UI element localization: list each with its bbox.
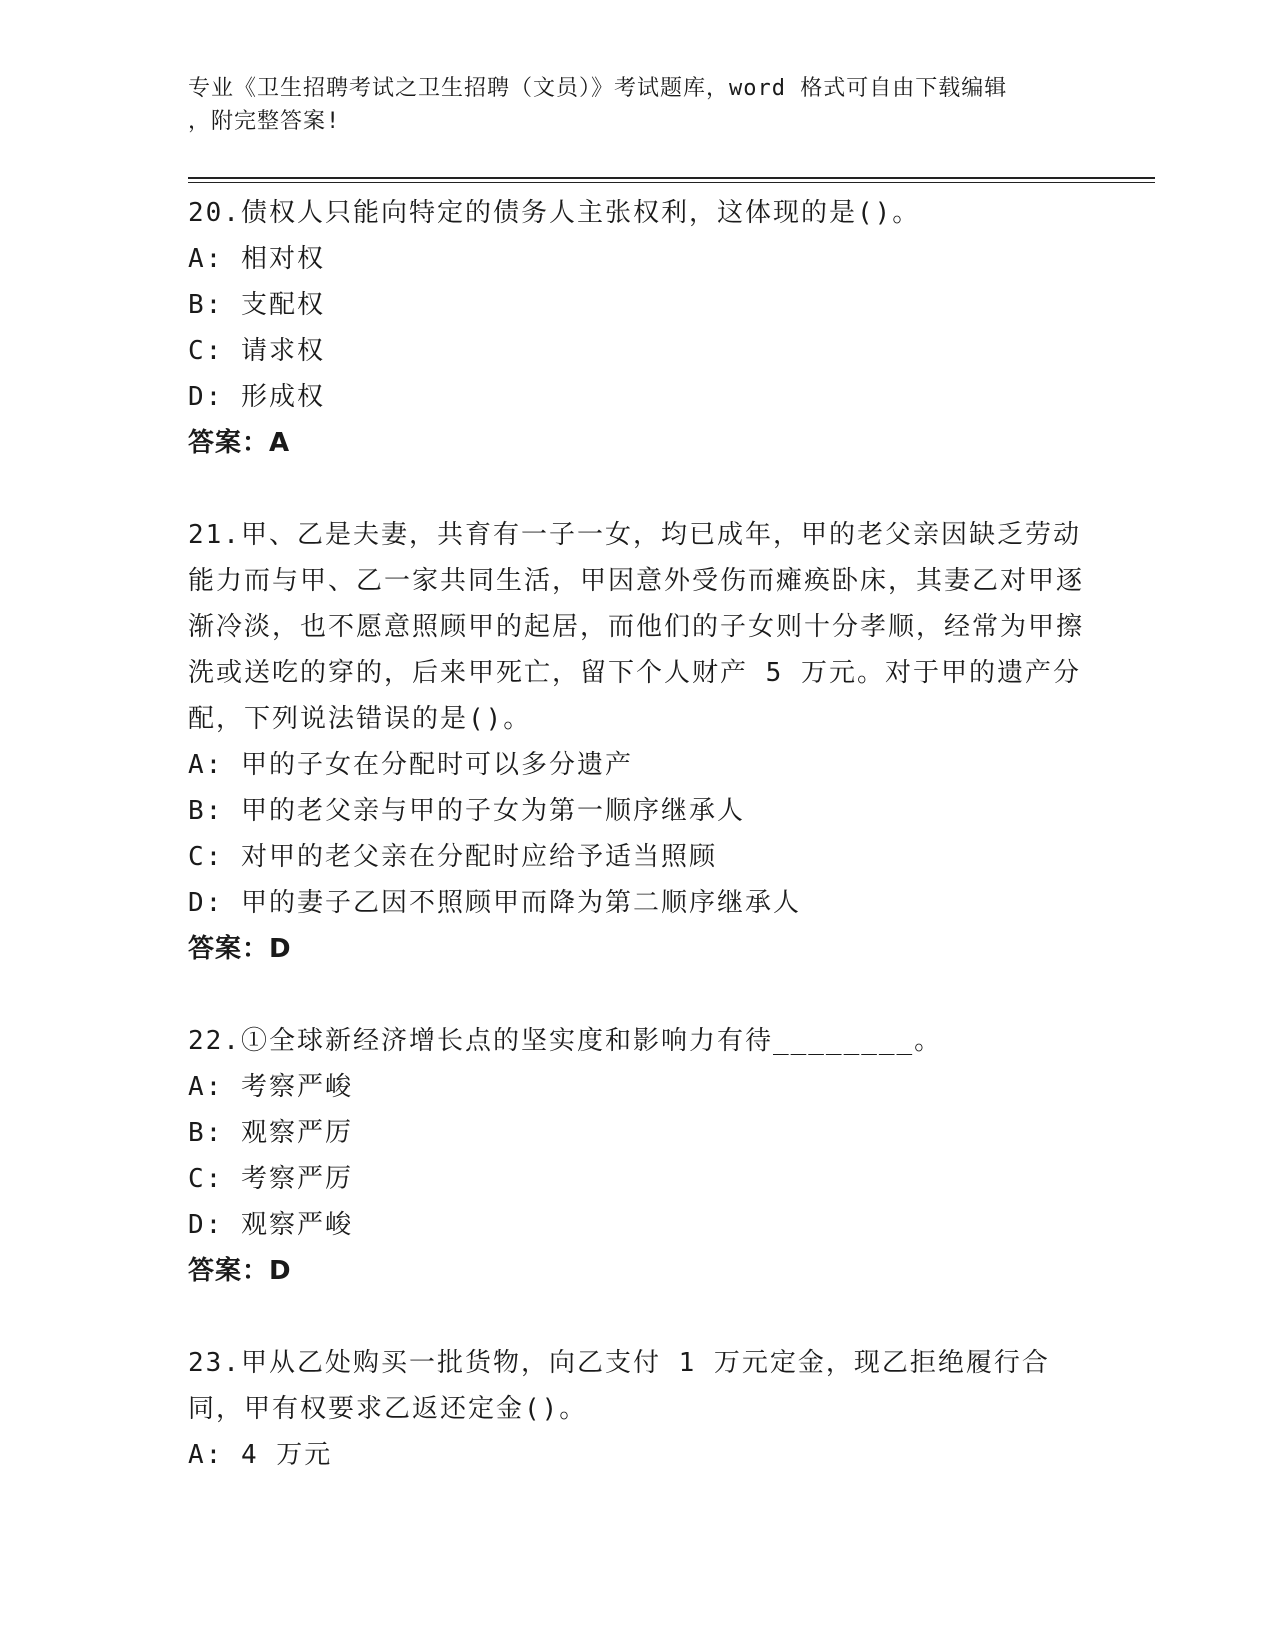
question-22	[188, 1018, 1088, 1294]
option-a: A: 甲的子女在分配时可以多分遗产	[188, 750, 633, 780]
option-c: C: 对甲的老父亲在分配时应给予适当照顾	[188, 842, 717, 872]
question-list	[188, 190, 1088, 1524]
answer-label: 答案：D	[188, 1256, 292, 1286]
header-divider-thick	[188, 177, 1155, 179]
option-d: D: 观察严峻	[188, 1210, 353, 1240]
option-d: D: 甲的妻子乙因不照顾甲而降为第二顺序继承人	[188, 888, 801, 918]
option-a: A: 4 万元	[188, 1440, 333, 1470]
answer-label: 答案：A	[188, 428, 291, 458]
question-stem: 23.甲从乙处购买一批货物，向乙支付 1 万元定金，现乙拒绝履行合同，甲有权要求乙返还定金()。	[188, 1348, 1050, 1424]
header-line-2: ，附完整答案!	[188, 109, 341, 134]
option-a: A: 考察严峻	[188, 1072, 353, 1102]
question-stem: 22.①全球新经济增长点的坚实度和影响力有待________。	[188, 1026, 943, 1056]
question-stem: 20.债权人只能向特定的债务人主张权利，这体现的是()。	[188, 198, 921, 228]
document-header	[188, 72, 1068, 138]
option-c: C: 请求权	[188, 336, 325, 366]
option-d: D: 形成权	[188, 382, 325, 412]
header-divider-thin	[188, 182, 1155, 183]
answer-label: 答案：D	[188, 934, 292, 964]
option-b: B: 甲的老父亲与甲的子女为第一顺序继承人	[188, 796, 745, 826]
option-b: B: 观察严厉	[188, 1118, 353, 1148]
option-a: A: 相对权	[188, 244, 325, 274]
question-23	[188, 1340, 1088, 1478]
question-20	[188, 190, 1088, 466]
header-line-1: 专业《卫生招聘考试之卫生招聘（文员）》考试题库，word 格式可自由下载编辑	[188, 76, 1008, 101]
option-b: B: 支配权	[188, 290, 325, 320]
question-21	[188, 512, 1088, 972]
option-c: C: 考察严厉	[188, 1164, 353, 1194]
question-stem: 21.甲、乙是夫妻，共育有一子一女，均已成年，甲的老父亲因缺乏劳动能力而与甲、乙一家共同生活，甲因意外受伤而瘫痪卧床，其妻乙对甲逐渐冷淡，也不愿意照顾甲的起居，而他们的子女则十分孝顺，经常为甲擦洗或送吃的穿的，后来甲死亡，留下个人财产 5 万元。对于甲的遗产分配，下列说法错误的是()。	[188, 520, 1085, 734]
